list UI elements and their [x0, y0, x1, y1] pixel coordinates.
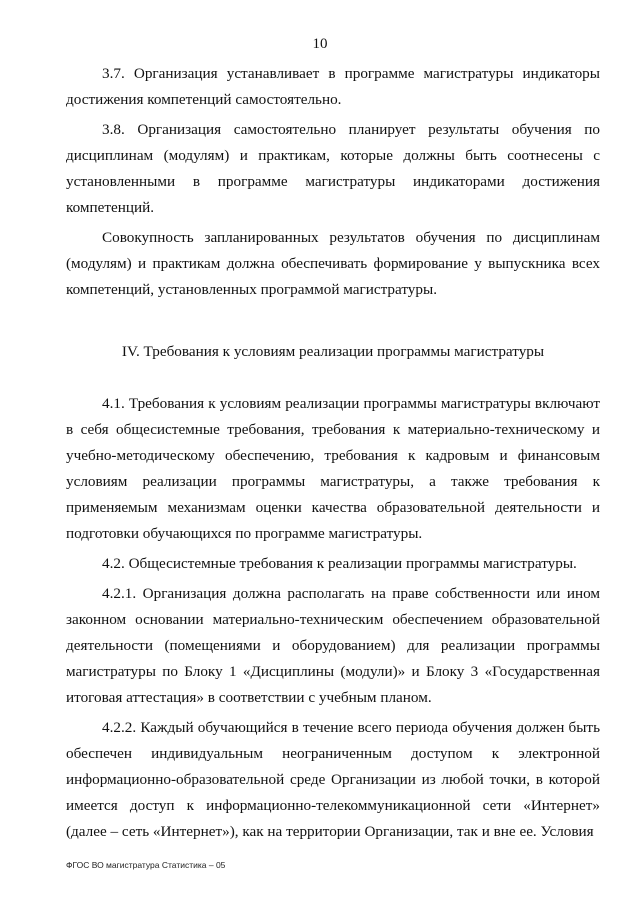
page-number: 10 [312, 36, 328, 52]
paragraph-3-8: 3.8. Организация самостоятельно планирует результаты обучения по дисциплинам (модулям) и практикам, которые должны быть соотнесены с установленными в программе магистратуры индикаторами достижения компетенций. [66, 121, 600, 216]
document-body [66, 61, 600, 845]
paragraph-4-2-1: 4.2.1. Организация должна располагать на праве собственности или ином законном основании материально-техническим обеспечением образовательной деятельности (помещениями и оборудованием) для реализации программы магистратуры по Блоку 1 «Дисциплины (модули)» и Блоку 3 «Государственная итоговая аттестация» в соответствии с учебным планом. [66, 585, 600, 706]
paragraph-4-2-2: 4.2.2. Каждый обучающийся в течение всего периода обучения должен быть обеспечен индивидуальным неограниченным доступом к электронной информационно-образовательной среде Организации из любой точки, в которой имеется доступ к информационно-телекоммуникационной сети «Интернет» (далее – сеть «Интернет»), как на территории Организации, так и вне ее. Условия [66, 719, 600, 840]
paragraph-4-1: 4.1. Требования к условиям реализации программы магистратуры включают в себя общесистемные требования, требования к материально-техническому и учебно-методическому обеспечению, требования к кадровым и финансовым условиям реализации программы магистратуры, а также требования к применяемым механизмам оценки качества образовательной деятельности и подготовки обучающихся по программе магистратуры. [66, 395, 600, 542]
section-heading: IV. Требования к условиям реализации программы магистратуры [121, 343, 545, 360]
paragraph-learning-outcomes: Совокупность запланированных результатов обучения по дисциплинам (модулям) и практикам должна обеспечивать формирование у выпускника всех компетенций, установленных программой магистратуры. [66, 229, 600, 298]
page-footer: ФГОС ВО магистратура Статистика – 05 [66, 860, 226, 870]
paragraph-4-2: 4.2. Общесистемные требования к реализации программы магистратуры. [102, 555, 577, 572]
paragraph-3-7: 3.7. Организация устанавливает в программе магистратуры индикаторы достижения компетенций самостоятельно. [66, 65, 600, 108]
